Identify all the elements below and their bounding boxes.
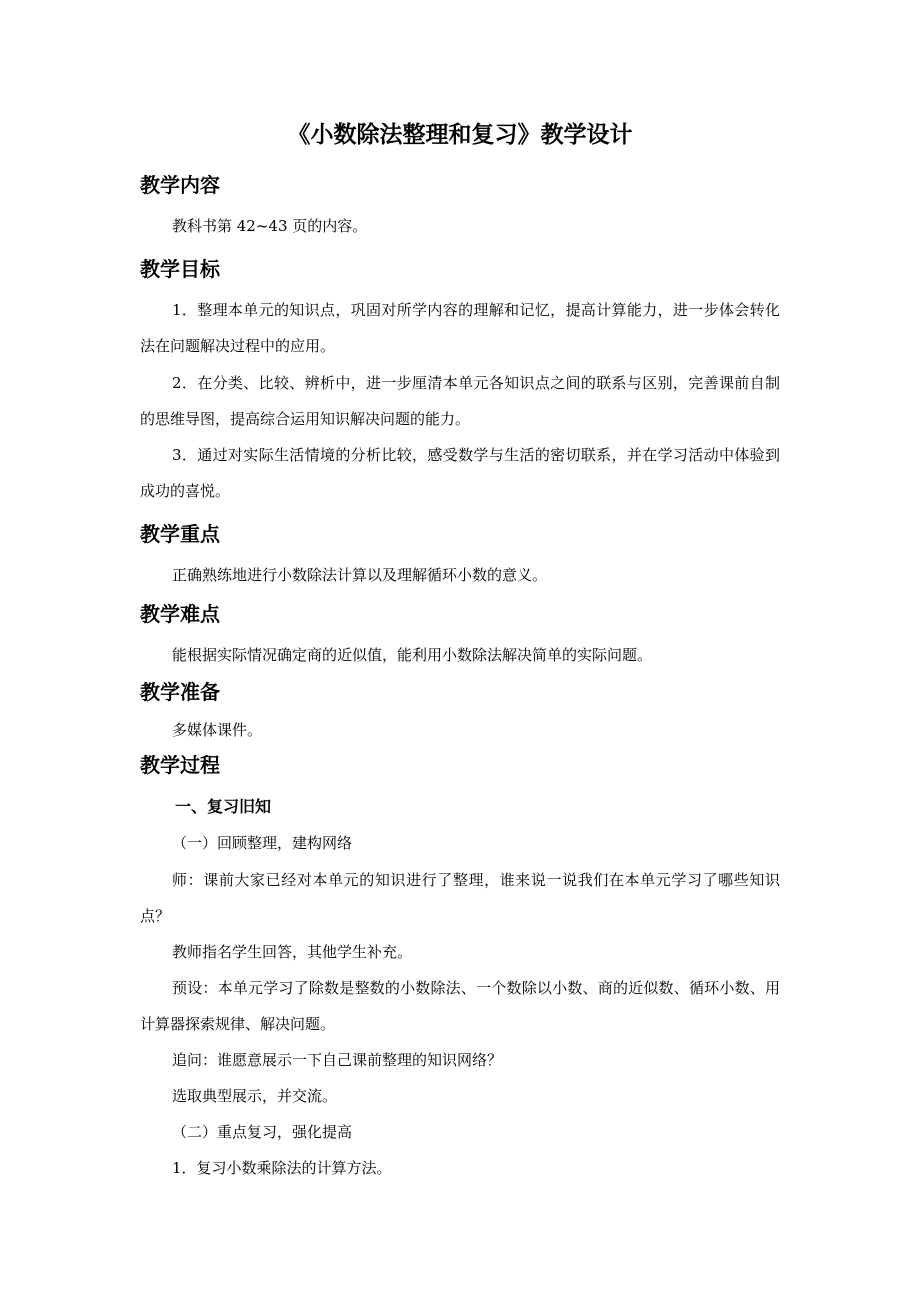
heading-difficulties: 教学难点 <box>140 602 220 626</box>
heading-teaching-process: 教学过程 <box>140 753 220 777</box>
document-title: 《小数除法整理和复习》教学设计 <box>287 122 633 148</box>
process-paragraph: 1．复习小数乘除法的计算方法。 <box>172 1159 392 1177</box>
goal-item-3: 3．通过对实际生活情境的分析比较，感受数学与生活的密切联系，并在学习活动中体验到成功的喜悦。 <box>140 446 780 500</box>
heading-preparation: 教学准备 <box>140 680 220 704</box>
process-paragraph: 预设：本单元学习了除数是整数的小数除法、一个数除以小数、商的近似数、循环小数、用计算器探索规律、解决问题。 <box>140 979 780 1033</box>
process-paragraph: 教师指名学生回答，其他学生补充。 <box>172 943 413 961</box>
process-paragraph: 追问：谁愿意展示一下自己课前整理的知识网络？ <box>172 1051 503 1069</box>
subheading-review: 一、复习旧知 <box>175 797 272 816</box>
process-paragraph: （二）重点复习，强化提高 <box>172 1123 353 1141</box>
goal-item-1: 1．整理本单元的知识点，巩固对所学内容的理解和记忆，提高计算能力，进一步体会转化法在问题解决过程中的应用。 <box>140 301 780 355</box>
content-text: 教科书第 42~43 页的内容。 <box>172 217 368 235</box>
heading-key-points: 教学重点 <box>140 522 220 546</box>
preparation-text: 多媒体课件。 <box>172 721 263 739</box>
process-paragraph: 选取典型展示，并交流。 <box>172 1087 338 1105</box>
goal-item-2: 2．在分类、比较、辨析中，进一步厘清本单元各知识点之间的联系与区别，完善课前自制的思维导图，提高综合运用知识解决问题的能力。 <box>140 374 780 428</box>
heading-teaching-content: 教学内容 <box>140 173 220 197</box>
heading-teaching-goals: 教学目标 <box>140 257 220 281</box>
key-points-text: 正确熟练地进行小数除法计算以及理解循环小数的意义。 <box>172 566 548 584</box>
process-paragraph: 师：课前大家已经对本单元的知识进行了整理，谁来说一说我们在本单元学习了哪些知识点？ <box>140 871 780 925</box>
process-paragraph: （一）回顾整理，建构网络 <box>172 834 353 852</box>
difficulties-text: 能根据实际情况确定商的近似值，能利用小数除法解决简单的实际问题。 <box>172 646 653 664</box>
